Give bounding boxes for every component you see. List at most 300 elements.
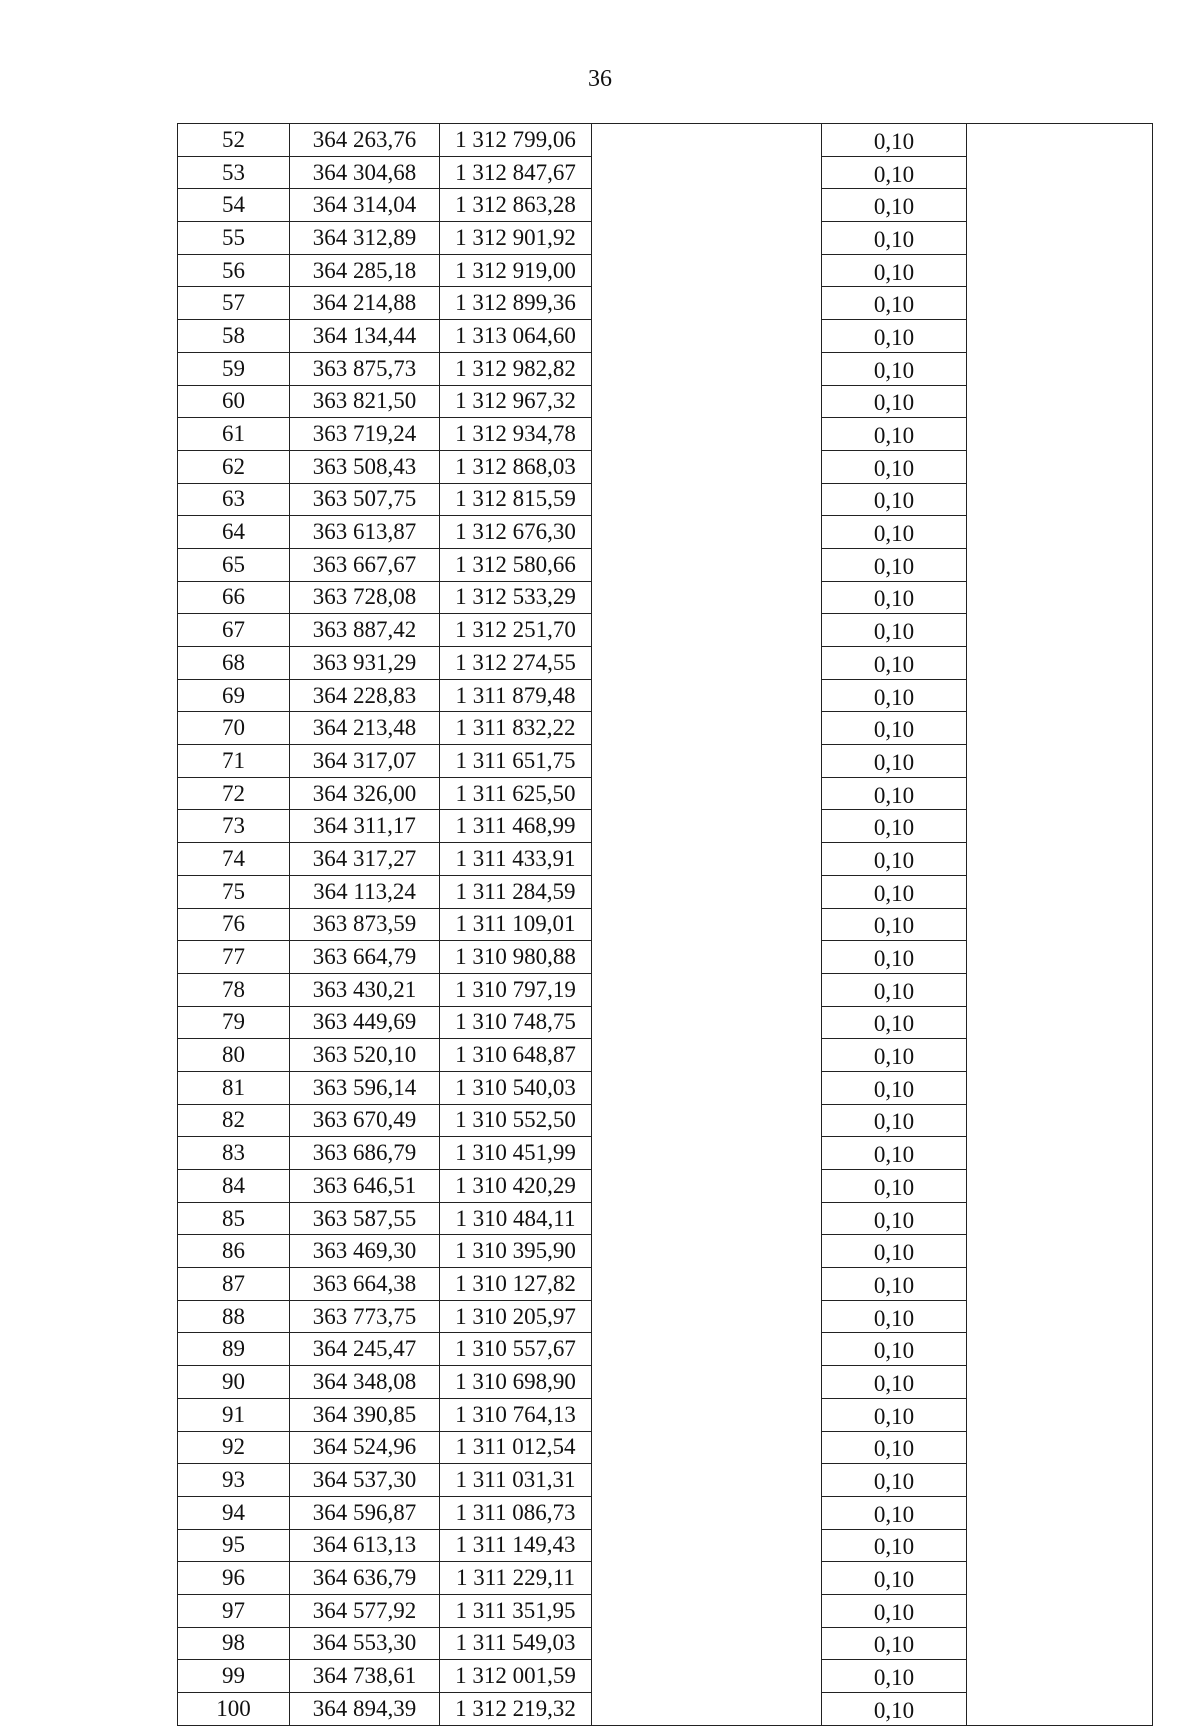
empty-cell xyxy=(592,1693,822,1726)
empty-cell xyxy=(592,1496,822,1529)
point-number-cell: 67 xyxy=(178,614,290,647)
tolerance-cell: 0,10 xyxy=(822,1268,967,1301)
empty-cell xyxy=(592,189,822,222)
y-coordinate-cell: 1 312 815,59 xyxy=(440,483,592,516)
tolerance-cell: 0,10 xyxy=(822,222,967,255)
y-coordinate-cell: 1 310 127,82 xyxy=(440,1268,592,1301)
empty-cell xyxy=(592,1333,822,1366)
empty-cell xyxy=(592,287,822,320)
y-coordinate-cell: 1 311 086,73 xyxy=(440,1496,592,1529)
empty-cell xyxy=(967,810,1153,843)
empty-cell xyxy=(592,124,822,157)
x-coordinate-cell: 363 469,30 xyxy=(290,1235,440,1268)
empty-cell xyxy=(967,614,1153,647)
empty-cell xyxy=(592,1300,822,1333)
tolerance-cell: 0,10 xyxy=(822,483,967,516)
y-coordinate-cell: 1 311 433,91 xyxy=(440,843,592,876)
tolerance-cell: 0,10 xyxy=(822,450,967,483)
table-row xyxy=(178,1594,1153,1627)
x-coordinate-cell: 364 537,30 xyxy=(290,1464,440,1497)
x-coordinate-cell: 364 311,17 xyxy=(290,810,440,843)
table-row xyxy=(178,843,1153,876)
x-coordinate-cell: 364 738,61 xyxy=(290,1660,440,1693)
x-coordinate-cell: 364 596,87 xyxy=(290,1496,440,1529)
table-row xyxy=(178,1693,1153,1726)
y-coordinate-cell: 1 313 064,60 xyxy=(440,320,592,353)
y-coordinate-cell: 1 311 468,99 xyxy=(440,810,592,843)
y-coordinate-cell: 1 312 863,28 xyxy=(440,189,592,222)
table-row xyxy=(178,745,1153,778)
table-row xyxy=(178,1366,1153,1399)
point-number-cell: 52 xyxy=(178,124,290,157)
table-row xyxy=(178,189,1153,222)
table-row xyxy=(178,1333,1153,1366)
tolerance-cell: 0,10 xyxy=(822,189,967,222)
empty-cell xyxy=(967,908,1153,941)
table-row xyxy=(178,1496,1153,1529)
x-coordinate-cell: 364 390,85 xyxy=(290,1398,440,1431)
tolerance-cell: 0,10 xyxy=(822,1366,967,1399)
x-coordinate-cell: 363 773,75 xyxy=(290,1300,440,1333)
y-coordinate-cell: 1 312 799,06 xyxy=(440,124,592,157)
tolerance-cell: 0,10 xyxy=(822,973,967,1006)
point-number-cell: 78 xyxy=(178,973,290,1006)
tolerance-cell: 0,10 xyxy=(822,777,967,810)
table-row xyxy=(178,1137,1153,1170)
x-coordinate-cell: 363 686,79 xyxy=(290,1137,440,1170)
tolerance-cell: 0,10 xyxy=(822,1562,967,1595)
point-number-cell: 81 xyxy=(178,1071,290,1104)
point-number-cell: 69 xyxy=(178,679,290,712)
point-number-cell: 60 xyxy=(178,385,290,418)
empty-cell xyxy=(592,254,822,287)
x-coordinate-cell: 364 314,04 xyxy=(290,189,440,222)
tolerance-cell: 0,10 xyxy=(822,1594,967,1627)
y-coordinate-cell: 1 310 797,19 xyxy=(440,973,592,1006)
empty-cell xyxy=(592,810,822,843)
x-coordinate-cell: 363 613,87 xyxy=(290,516,440,549)
x-coordinate-cell: 364 113,24 xyxy=(290,875,440,908)
tolerance-cell: 0,10 xyxy=(822,548,967,581)
x-coordinate-cell: 363 664,79 xyxy=(290,941,440,974)
empty-cell xyxy=(592,352,822,385)
y-coordinate-cell: 1 311 651,75 xyxy=(440,745,592,778)
point-number-cell: 64 xyxy=(178,516,290,549)
y-coordinate-cell: 1 312 967,32 xyxy=(440,385,592,418)
tolerance-cell: 0,10 xyxy=(822,287,967,320)
y-coordinate-cell: 1 312 868,03 xyxy=(440,450,592,483)
x-coordinate-cell: 363 449,69 xyxy=(290,1006,440,1039)
x-coordinate-cell: 364 317,27 xyxy=(290,843,440,876)
table-row xyxy=(178,1562,1153,1595)
empty-cell xyxy=(592,450,822,483)
table-row xyxy=(178,1170,1153,1203)
table-row xyxy=(178,548,1153,581)
point-number-cell: 75 xyxy=(178,875,290,908)
empty-cell xyxy=(967,1300,1153,1333)
point-number-cell: 65 xyxy=(178,548,290,581)
point-number-cell: 73 xyxy=(178,810,290,843)
empty-cell xyxy=(967,254,1153,287)
y-coordinate-cell: 1 312 934,78 xyxy=(440,418,592,451)
point-number-cell: 96 xyxy=(178,1562,290,1595)
empty-cell xyxy=(592,1039,822,1072)
empty-cell xyxy=(592,875,822,908)
table-row xyxy=(178,1235,1153,1268)
y-coordinate-cell: 1 312 899,36 xyxy=(440,287,592,320)
x-coordinate-cell: 364 524,96 xyxy=(290,1431,440,1464)
x-coordinate-cell: 363 873,59 xyxy=(290,908,440,941)
tolerance-cell: 0,10 xyxy=(822,1104,967,1137)
tolerance-cell: 0,10 xyxy=(822,418,967,451)
empty-cell xyxy=(967,516,1153,549)
y-coordinate-cell: 1 311 549,03 xyxy=(440,1627,592,1660)
tolerance-cell: 0,10 xyxy=(822,1202,967,1235)
table-row xyxy=(178,352,1153,385)
empty-cell xyxy=(967,777,1153,810)
point-number-cell: 90 xyxy=(178,1366,290,1399)
empty-cell xyxy=(967,483,1153,516)
empty-cell xyxy=(967,1333,1153,1366)
y-coordinate-cell: 1 312 219,32 xyxy=(440,1693,592,1726)
empty-cell xyxy=(967,156,1153,189)
y-coordinate-cell: 1 311 012,54 xyxy=(440,1431,592,1464)
y-coordinate-cell: 1 310 420,29 xyxy=(440,1170,592,1203)
empty-cell xyxy=(967,1398,1153,1431)
point-number-cell: 66 xyxy=(178,581,290,614)
y-coordinate-cell: 1 310 557,67 xyxy=(440,1333,592,1366)
point-number-cell: 93 xyxy=(178,1464,290,1497)
point-number-cell: 98 xyxy=(178,1627,290,1660)
table-row xyxy=(178,1006,1153,1039)
tolerance-cell: 0,10 xyxy=(822,581,967,614)
empty-cell xyxy=(592,941,822,974)
empty-cell xyxy=(592,156,822,189)
empty-cell xyxy=(592,843,822,876)
empty-cell xyxy=(967,941,1153,974)
empty-cell xyxy=(967,1039,1153,1072)
empty-cell xyxy=(592,1170,822,1203)
table-row xyxy=(178,450,1153,483)
y-coordinate-cell: 1 310 764,13 xyxy=(440,1398,592,1431)
tolerance-cell: 0,10 xyxy=(822,712,967,745)
x-coordinate-cell: 363 875,73 xyxy=(290,352,440,385)
tolerance-cell: 0,10 xyxy=(822,320,967,353)
empty-cell xyxy=(592,1137,822,1170)
point-number-cell: 54 xyxy=(178,189,290,222)
y-coordinate-cell: 1 312 533,29 xyxy=(440,581,592,614)
empty-cell xyxy=(967,1693,1153,1726)
empty-cell xyxy=(967,1431,1153,1464)
table-row xyxy=(178,320,1153,353)
empty-cell xyxy=(592,1235,822,1268)
point-number-cell: 56 xyxy=(178,254,290,287)
tolerance-cell: 0,10 xyxy=(822,1235,967,1268)
tolerance-cell: 0,10 xyxy=(822,1137,967,1170)
table-row xyxy=(178,712,1153,745)
table-row xyxy=(178,1398,1153,1431)
x-coordinate-cell: 364 317,07 xyxy=(290,745,440,778)
x-coordinate-cell: 363 596,14 xyxy=(290,1071,440,1104)
x-coordinate-cell: 364 228,83 xyxy=(290,679,440,712)
tolerance-cell: 0,10 xyxy=(822,1529,967,1562)
x-coordinate-cell: 363 508,43 xyxy=(290,450,440,483)
y-coordinate-cell: 1 311 625,50 xyxy=(440,777,592,810)
tolerance-cell: 0,10 xyxy=(822,614,967,647)
table-row xyxy=(178,516,1153,549)
empty-cell xyxy=(592,516,822,549)
y-coordinate-cell: 1 310 540,03 xyxy=(440,1071,592,1104)
y-coordinate-cell: 1 311 229,11 xyxy=(440,1562,592,1595)
empty-cell xyxy=(967,679,1153,712)
y-coordinate-cell: 1 312 847,67 xyxy=(440,156,592,189)
x-coordinate-cell: 364 326,00 xyxy=(290,777,440,810)
empty-cell xyxy=(967,712,1153,745)
y-coordinate-cell: 1 311 031,31 xyxy=(440,1464,592,1497)
x-coordinate-cell: 363 507,75 xyxy=(290,483,440,516)
empty-cell xyxy=(967,1366,1153,1399)
y-coordinate-cell: 1 310 451,99 xyxy=(440,1137,592,1170)
empty-cell xyxy=(967,875,1153,908)
y-coordinate-cell: 1 312 676,30 xyxy=(440,516,592,549)
empty-cell xyxy=(967,1268,1153,1301)
y-coordinate-cell: 1 310 395,90 xyxy=(440,1235,592,1268)
point-number-cell: 79 xyxy=(178,1006,290,1039)
tolerance-cell: 0,10 xyxy=(822,1464,967,1497)
empty-cell xyxy=(592,1562,822,1595)
tolerance-cell: 0,10 xyxy=(822,679,967,712)
tolerance-cell: 0,10 xyxy=(822,647,967,680)
point-number-cell: 74 xyxy=(178,843,290,876)
empty-cell xyxy=(967,385,1153,418)
tolerance-cell: 0,10 xyxy=(822,941,967,974)
point-number-cell: 94 xyxy=(178,1496,290,1529)
tolerance-cell: 0,10 xyxy=(822,516,967,549)
empty-cell xyxy=(967,1562,1153,1595)
x-coordinate-cell: 363 664,38 xyxy=(290,1268,440,1301)
y-coordinate-cell: 1 312 251,70 xyxy=(440,614,592,647)
empty-cell xyxy=(592,1594,822,1627)
empty-cell xyxy=(592,647,822,680)
x-coordinate-cell: 363 719,24 xyxy=(290,418,440,451)
table-row xyxy=(178,777,1153,810)
table-row xyxy=(178,254,1153,287)
empty-cell xyxy=(967,450,1153,483)
empty-cell xyxy=(967,1594,1153,1627)
x-coordinate-cell: 364 553,30 xyxy=(290,1627,440,1660)
point-number-cell: 97 xyxy=(178,1594,290,1627)
empty-cell xyxy=(592,1627,822,1660)
point-number-cell: 82 xyxy=(178,1104,290,1137)
empty-cell xyxy=(592,1366,822,1399)
x-coordinate-cell: 364 894,39 xyxy=(290,1693,440,1726)
point-number-cell: 53 xyxy=(178,156,290,189)
empty-cell xyxy=(967,1071,1153,1104)
point-number-cell: 87 xyxy=(178,1268,290,1301)
tolerance-cell: 0,10 xyxy=(822,745,967,778)
x-coordinate-cell: 363 587,55 xyxy=(290,1202,440,1235)
x-coordinate-cell: 363 931,29 xyxy=(290,647,440,680)
tolerance-cell: 0,10 xyxy=(822,810,967,843)
empty-cell xyxy=(592,614,822,647)
table-row xyxy=(178,647,1153,680)
tolerance-cell: 0,10 xyxy=(822,1496,967,1529)
table-row xyxy=(178,810,1153,843)
point-number-cell: 100 xyxy=(178,1693,290,1726)
coordinates-table-container xyxy=(177,123,1152,1723)
empty-cell xyxy=(967,647,1153,680)
tolerance-cell: 0,10 xyxy=(822,908,967,941)
point-number-cell: 76 xyxy=(178,908,290,941)
tolerance-cell: 0,10 xyxy=(822,254,967,287)
table-row xyxy=(178,581,1153,614)
x-coordinate-cell: 363 821,50 xyxy=(290,385,440,418)
y-coordinate-cell: 1 310 552,50 xyxy=(440,1104,592,1137)
tolerance-cell: 0,10 xyxy=(822,1660,967,1693)
x-coordinate-cell: 364 134,44 xyxy=(290,320,440,353)
x-coordinate-cell: 364 213,48 xyxy=(290,712,440,745)
empty-cell xyxy=(967,1006,1153,1039)
tolerance-cell: 0,10 xyxy=(822,843,967,876)
empty-cell xyxy=(592,1104,822,1137)
empty-cell xyxy=(592,418,822,451)
table-row xyxy=(178,418,1153,451)
point-number-cell: 92 xyxy=(178,1431,290,1464)
point-number-cell: 72 xyxy=(178,777,290,810)
point-number-cell: 57 xyxy=(178,287,290,320)
table-row xyxy=(178,385,1153,418)
table-row xyxy=(178,1464,1153,1497)
empty-cell xyxy=(592,320,822,353)
x-coordinate-cell: 364 613,13 xyxy=(290,1529,440,1562)
point-number-cell: 58 xyxy=(178,320,290,353)
tolerance-cell: 0,10 xyxy=(822,1039,967,1072)
table-row xyxy=(178,679,1153,712)
empty-cell xyxy=(592,908,822,941)
table-row xyxy=(178,1300,1153,1333)
tolerance-cell: 0,10 xyxy=(822,875,967,908)
x-coordinate-cell: 364 285,18 xyxy=(290,254,440,287)
empty-cell xyxy=(592,679,822,712)
table-row xyxy=(178,222,1153,255)
x-coordinate-cell: 364 245,47 xyxy=(290,1333,440,1366)
y-coordinate-cell: 1 311 284,59 xyxy=(440,875,592,908)
x-coordinate-cell: 364 312,89 xyxy=(290,222,440,255)
y-coordinate-cell: 1 311 879,48 xyxy=(440,679,592,712)
empty-cell xyxy=(967,548,1153,581)
table-row xyxy=(178,1202,1153,1235)
point-number-cell: 68 xyxy=(178,647,290,680)
table-row xyxy=(178,1627,1153,1660)
empty-cell xyxy=(967,1202,1153,1235)
empty-cell xyxy=(592,745,822,778)
tolerance-cell: 0,10 xyxy=(822,385,967,418)
table-row xyxy=(178,875,1153,908)
point-number-cell: 88 xyxy=(178,1300,290,1333)
table-row xyxy=(178,941,1153,974)
empty-cell xyxy=(967,1170,1153,1203)
y-coordinate-cell: 1 312 901,92 xyxy=(440,222,592,255)
y-coordinate-cell: 1 310 698,90 xyxy=(440,1366,592,1399)
table-row xyxy=(178,1529,1153,1562)
table-row xyxy=(178,1431,1153,1464)
empty-cell xyxy=(592,1006,822,1039)
point-number-cell: 61 xyxy=(178,418,290,451)
empty-cell xyxy=(592,1398,822,1431)
empty-cell xyxy=(592,581,822,614)
empty-cell xyxy=(967,1496,1153,1529)
point-number-cell: 63 xyxy=(178,483,290,516)
x-coordinate-cell: 363 728,08 xyxy=(290,581,440,614)
point-number-cell: 99 xyxy=(178,1660,290,1693)
empty-cell xyxy=(967,1660,1153,1693)
table-row xyxy=(178,483,1153,516)
table-row xyxy=(178,1660,1153,1693)
empty-cell xyxy=(967,1529,1153,1562)
tolerance-cell: 0,10 xyxy=(822,1300,967,1333)
empty-cell xyxy=(967,581,1153,614)
tolerance-cell: 0,10 xyxy=(822,1071,967,1104)
x-coordinate-cell: 364 304,68 xyxy=(290,156,440,189)
empty-cell xyxy=(592,777,822,810)
empty-cell xyxy=(967,1627,1153,1660)
point-number-cell: 71 xyxy=(178,745,290,778)
y-coordinate-cell: 1 312 274,55 xyxy=(440,647,592,680)
table-row xyxy=(178,1104,1153,1137)
point-number-cell: 70 xyxy=(178,712,290,745)
point-number-cell: 95 xyxy=(178,1529,290,1562)
tolerance-cell: 0,10 xyxy=(822,124,967,157)
empty-cell xyxy=(967,418,1153,451)
empty-cell xyxy=(592,1660,822,1693)
empty-cell xyxy=(967,1235,1153,1268)
tolerance-cell: 0,10 xyxy=(822,1693,967,1726)
point-number-cell: 55 xyxy=(178,222,290,255)
empty-cell xyxy=(967,1137,1153,1170)
empty-cell xyxy=(592,385,822,418)
point-number-cell: 80 xyxy=(178,1039,290,1072)
tolerance-cell: 0,10 xyxy=(822,352,967,385)
y-coordinate-cell: 1 311 351,95 xyxy=(440,1594,592,1627)
table-row xyxy=(178,1268,1153,1301)
table-row xyxy=(178,124,1153,157)
tolerance-cell: 0,10 xyxy=(822,1431,967,1464)
empty-cell xyxy=(592,1464,822,1497)
tolerance-cell: 0,10 xyxy=(822,1170,967,1203)
x-coordinate-cell: 363 430,21 xyxy=(290,973,440,1006)
empty-cell xyxy=(592,548,822,581)
empty-cell xyxy=(967,1464,1153,1497)
empty-cell xyxy=(592,1202,822,1235)
y-coordinate-cell: 1 310 205,97 xyxy=(440,1300,592,1333)
y-coordinate-cell: 1 311 109,01 xyxy=(440,908,592,941)
empty-cell xyxy=(592,1268,822,1301)
point-number-cell: 77 xyxy=(178,941,290,974)
point-number-cell: 85 xyxy=(178,1202,290,1235)
y-coordinate-cell: 1 310 484,11 xyxy=(440,1202,592,1235)
y-coordinate-cell: 1 312 982,82 xyxy=(440,352,592,385)
empty-cell xyxy=(967,352,1153,385)
x-coordinate-cell: 363 670,49 xyxy=(290,1104,440,1137)
y-coordinate-cell: 1 312 001,59 xyxy=(440,1660,592,1693)
coordinates-table xyxy=(177,123,1153,1726)
empty-cell xyxy=(592,973,822,1006)
point-number-cell: 91 xyxy=(178,1398,290,1431)
y-coordinate-cell: 1 312 919,00 xyxy=(440,254,592,287)
x-coordinate-cell: 364 214,88 xyxy=(290,287,440,320)
point-number-cell: 84 xyxy=(178,1170,290,1203)
x-coordinate-cell: 364 577,92 xyxy=(290,1594,440,1627)
